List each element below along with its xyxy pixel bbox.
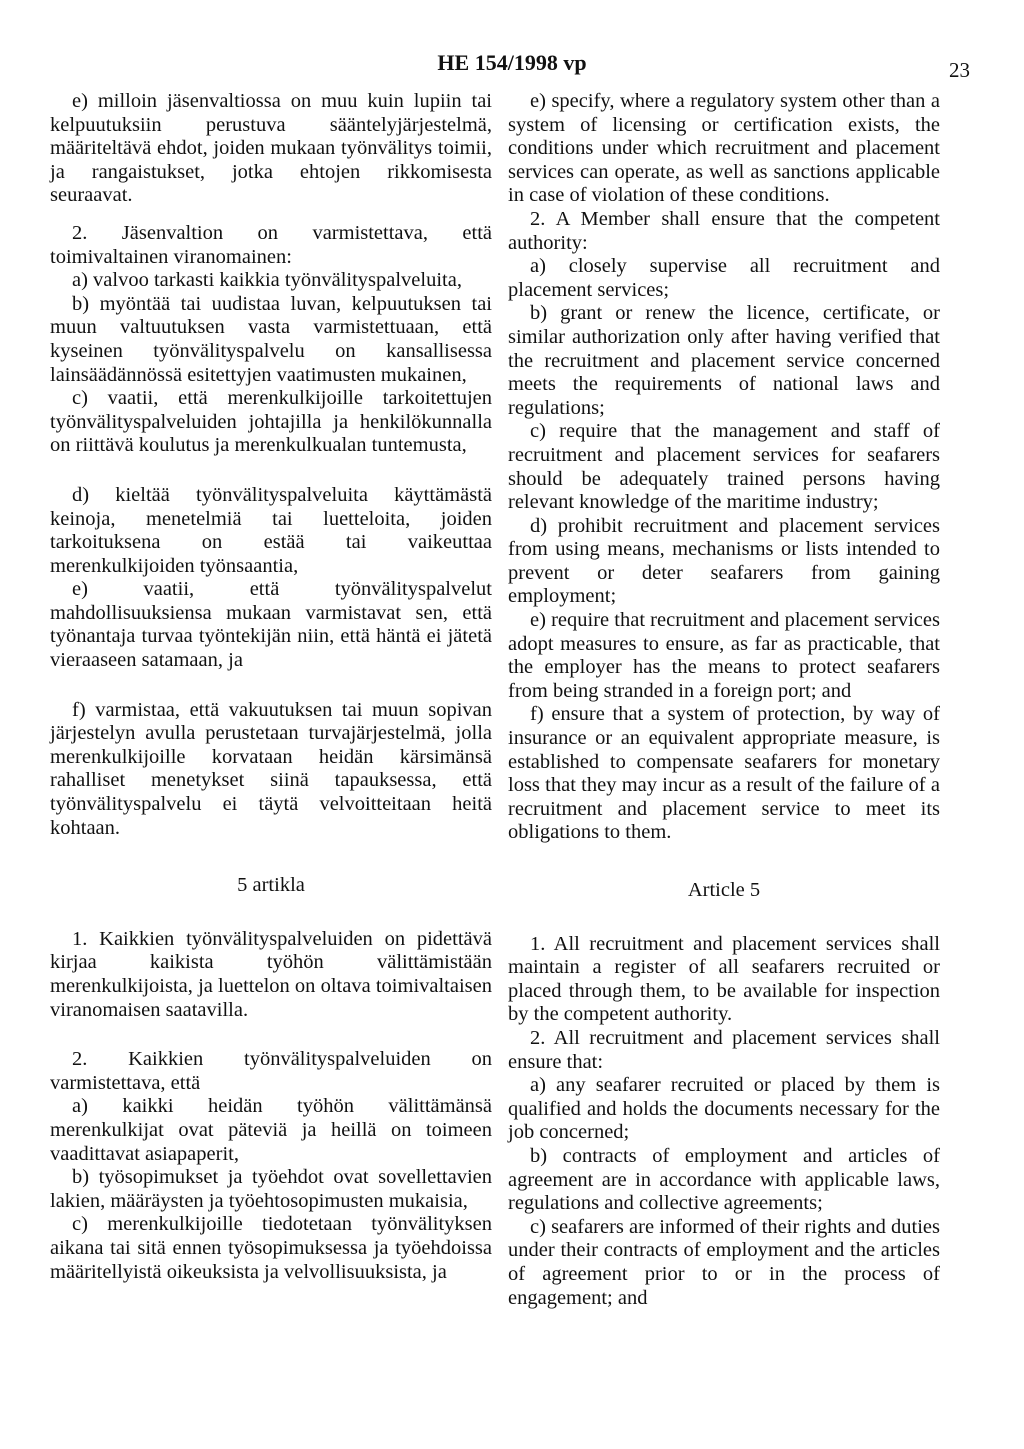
- paragraph: b) työsopimukset ja työehdot ovat sovellettavien lakien, määräysten ja työehtosopimusten mukaisia,: [50, 1166, 492, 1212]
- paragraph: a) valvoo tarkasti kaikkia työnvälityspalveluita,: [72, 269, 462, 292]
- paragraph: 1. All recruitment and placement services shall maintain a register of all seafarers recruited or placed through them, to be available for inspection by the competent authority.: [508, 932, 940, 1026]
- paragraph: e) specify, where a regulatory system other than a system of licensing or certification exists, the conditions under which recruitment and placement services can operate, as well as sanctions applicable in case of violation of these conditions.: [508, 90, 940, 207]
- paragraph: f) varmistaa, että vakuutuksen tai muun sopivan järjestelyn avulla perustetaan turvajärjestelmä, jolla merenkulkijoille korvataan heidän kärsimänsä rahalliset menetykset siinä tapauksessa, että työnvälityspalvelu ei täytä velvoitteitaan heitä kohtaan.: [50, 698, 492, 839]
- section-heading: Article 5: [687, 879, 761, 901]
- paragraph: e) milloin jäsenvaltiossa on muu kuin lupiin tai kelpuutuksiin perustuva sääntelyjärjestelmä, määriteltävä ehdot, joiden mukaan työnvälitys toimii, ja rangaistukset, jotka ehtojen rikkomisesta seuraavat.: [50, 90, 492, 207]
- paragraph: c) require that the management and staff of recruitment and placement services for seafarers should be adequately trained persons having relevant knowledge of the maritime industry;: [508, 420, 940, 514]
- page-number: 23: [949, 58, 970, 82]
- paragraph: a) any seafarer recruited or placed by them is qualified and holds the documents necessary for the job concerned;: [508, 1074, 940, 1144]
- paragraph: f) ensure that a system of protection, by way of insurance or an equivalent appropriate measure, is established to compensate seafarers for monetary loss that they may incur as a result of the failure of a recruitment and placement service to meet its obligations to them.: [508, 703, 940, 844]
- paragraph: 2. A Member shall ensure that the competent authority:: [508, 207, 940, 254]
- paragraph: a) closely supervise all recruitment and placement services;: [508, 255, 940, 301]
- paragraph: 2. Jäsenvaltion on varmistettava, että toimivaltainen viranomainen:: [50, 221, 492, 268]
- document-title: HE 154/1998 vp: [437, 50, 587, 75]
- paragraph: c) merenkulkijoille tiedotetaan työnvälityksen aikana tai sitä ennen työsopimuksessa ja työehdoissa määritellyistä oikeuksista ja velvollisuuksista, ja: [50, 1213, 492, 1283]
- paragraph: b) myöntää tai uudistaa luvan, kelpuutuksen tai muun valtuutuksen vasta varmistettuaan, että kyseinen työnvälityspalvelu on kansallisessa lainsäädännössä esitettyjen vaatimusten mukainen,: [50, 292, 492, 386]
- paragraph: 2. Kaikkien työnvälityspalveluiden on varmistettava, että: [50, 1048, 492, 1094]
- paragraph: 2. All recruitment and placement services shall ensure that:: [508, 1026, 940, 1073]
- paragraph: e) vaatii, että työnvälityspalvelut mahdollisuuksiensa mukaan varmistavat sen, että työnantaja turvaa työntekijän niin, että häntä ei jätetä vieraaseen satamaan, ja: [50, 578, 492, 672]
- finnish-column: [50, 90, 492, 1284]
- paragraph: a) kaikki heidän työhön välittämänsä merenkulkijat ovat päteviä ja heillä on toimeen vaadittavat asiapaperit,: [50, 1095, 492, 1165]
- english-column: [508, 90, 940, 1310]
- paragraph: b) contracts of employment and articles of agreement are in accordance with applicable laws, regulations and collective agreements;: [508, 1144, 940, 1215]
- paragraph: 1. Kaikkien työnvälityspalveluiden on pidettävä kirjaa kaikista työhön välittämistään merenkulkijoista, ja luettelon on oltava toimivaltaisen viranomaisen saatavilla.: [50, 927, 492, 1021]
- paragraph: c) seafarers are informed of their rights and duties under their contracts of employment and the articles of agreement prior to or in the process of engagement; and: [508, 1215, 940, 1309]
- paragraph: b) grant or renew the licence, certificate, or similar authorization only after having verified that the recruitment and placement service concerned meets the requirements of national laws and regulations;: [508, 302, 940, 419]
- paragraph: d) kieltää työnvälityspalveluita käyttämästä keinoja, menetelmiä tai luetteloita, joiden tarkoituksena on estää tai vaikeuttaa merenkulkijoiden työnsaantia,: [50, 483, 492, 577]
- paragraph: c) vaatii, että merenkulkijoille tarkoitettujen työnvälityspalveluiden johtajilla ja henkilökunnalla on riittävä koulutus ja merenkulkualan tuntemusta,: [50, 387, 492, 457]
- paragraph: e) require that recruitment and placement services adopt measures to ensure, as far as practicable, that the employer has the means to protect seafarers from being stranded in a foreign port; and: [508, 609, 940, 702]
- paragraph: d) prohibit recruitment and placement services from using means, mechanisms or lists intended to prevent or deter seafarers from gaining employment;: [508, 514, 940, 608]
- section-heading: 5 artikla: [237, 874, 305, 897]
